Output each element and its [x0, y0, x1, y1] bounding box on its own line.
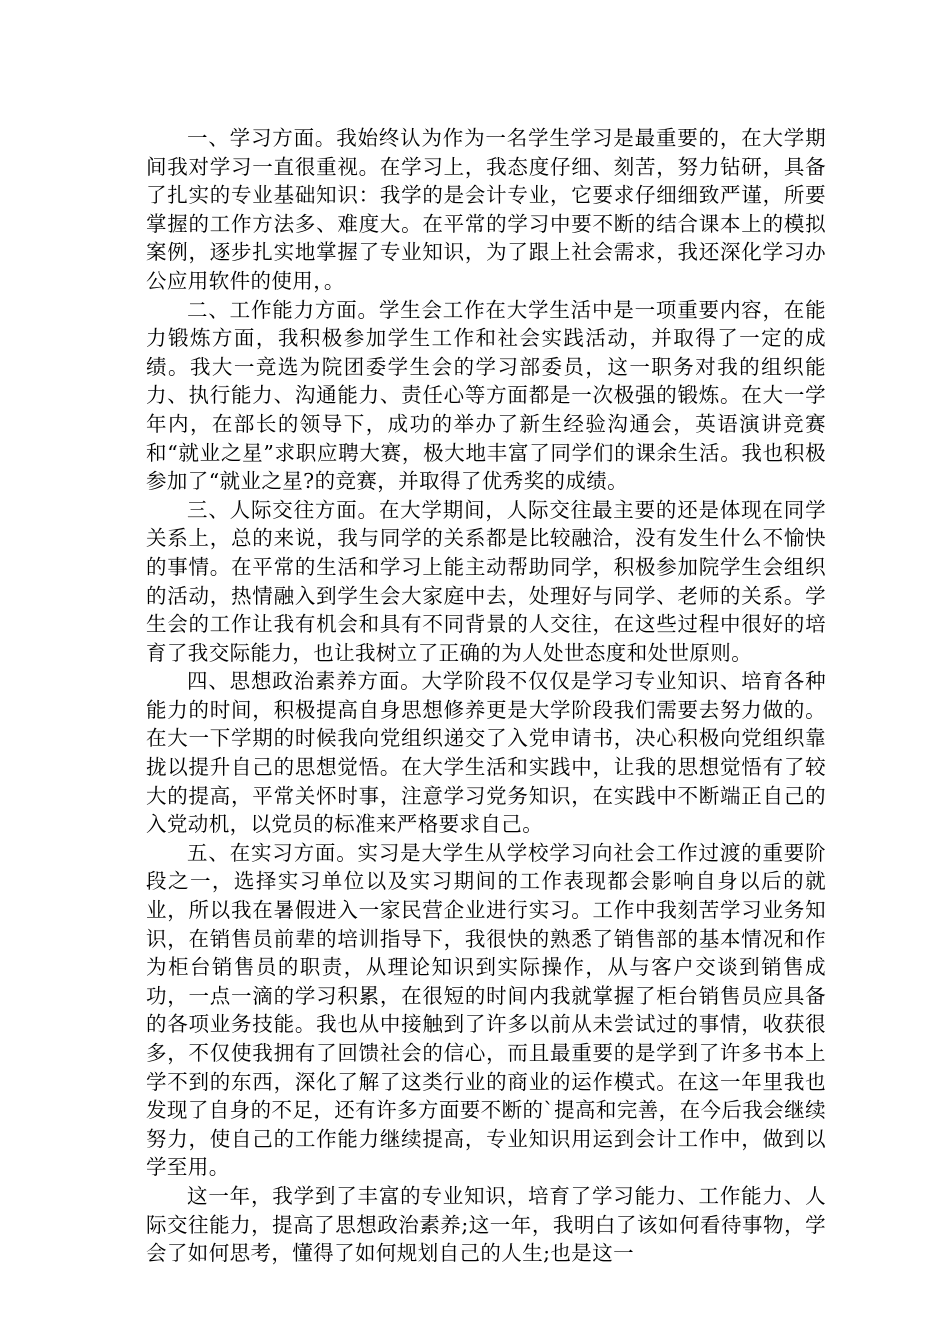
paragraph-study: 一、学习方面。我始终认为作为一名学生学习是最重要的，在大学期间我对学习一直很重视。在学习上，我态度仔细、刻苦，努力钻研，具备了扎实的专业基础知识：我学的是会计专业，它要求仔细细致严谨，所要掌握的工作方法多、难度大。在平常的学习中要不断的结合课本上的模拟案例，逐步扎实地掌握了专业知识，为了跟上社会需求，我还深化学习办公应用软件的使用，。 [146, 126, 826, 293]
paragraph-internship: 五、在实习方面。实习是大学生从学校学习向社会工作过渡的重要阶段之一，选择实习单位以及实习期间的工作表现都会影响自身以后的就业，所以我在暑假进入一家民营企业进行实习。工作中我刻苦学习业务知识，在销售员前辈的培训指导下，我很快的熟悉了销售部的基本情况和作为柜台销售员的职责，从理论知识到实际操作，从与客户交谈到销售成功，一点一滴的学习积累，在很短的时间内我就掌握了柜台销售员应具备的各项业务技能。我也从中接触到了许多以前从未尝试过的事情，收获很多，不仅使我拥有了回馈社会的信心，而且最重要的是学到了许多书本上学不到的东西，深化了解了这类行业的商业的运作模式。在这一年里我也发现了自身的不足，还有许多方面要不断的`提高和完善，在今后我会继续努力，使自己的工作能力继续提高，专业知识用运到会计工作中，做到以学至用。 [146, 840, 826, 1180]
paragraph-summary: 这一年，我学到了丰富的专业知识，培育了学习能力、工作能力、人际交往能力，提高了思想政治素养;这一年，我明白了该如何看待事物，学会了如何思考，懂得了如何规划自己的人生;也是这一 [146, 1183, 826, 1266]
paragraph-work-ability: 二、工作能力方面。学生会工作在大学生活中是一项重要内容，在能力锻炼方面，我积极参加学生工作和社会实践活动，并取得了一定的成绩。我大一竞选为院团委学生会的学习部委员，这一职务对我的组织能力、执行能力、沟通能力、责任心等方面都是一次极强的锻炼。在大一学年内，在部长的领导下，成功的举办了新生经验沟通会，英语演讲竞赛和“就业之星”求职应聘大赛，极大地丰富了同学们的课余生活。我也积极参加了“就业之星?的竞赛，并取得了优秀奖的成绩。 [146, 297, 826, 494]
paragraph-political: 四、思想政治素养方面。大学阶段不仅仅是学习专业知识、培育各种能力的时间，积极提高自身思想修养更是大学阶段我们需要去努力做的。在大一下学期的时候我向党组织递交了入党申请书，决心积极向党组织靠拢以提升自己的思想觉悟。在大学生活和实践中，让我的思想觉悟有了较大的提高，平常关怀时事，注意学习党务知识，在实践中不断端正自己的入党动机，以党员的标准来严格要求自己。 [146, 669, 826, 837]
paragraph-interpersonal: 三、人际交往方面。在大学期间，人际交往最主要的还是体现在同学关系上，总的来说，我与同学的关系都是比较融洽，没有发生什么不愉快的事情。在平常的生活和学习上能主动帮助同学，积极参加院学生会组织的活动，热情融入到学生会大家庭中去，处理好与同学、老师的关系。学生会的工作让我有机会和具有不同背景的人交往，在这些过程中很好的培育了我交际能力，也让我树立了正确的为人处世态度和处世原则。 [146, 497, 826, 665]
document-body [146, 124, 826, 1268]
